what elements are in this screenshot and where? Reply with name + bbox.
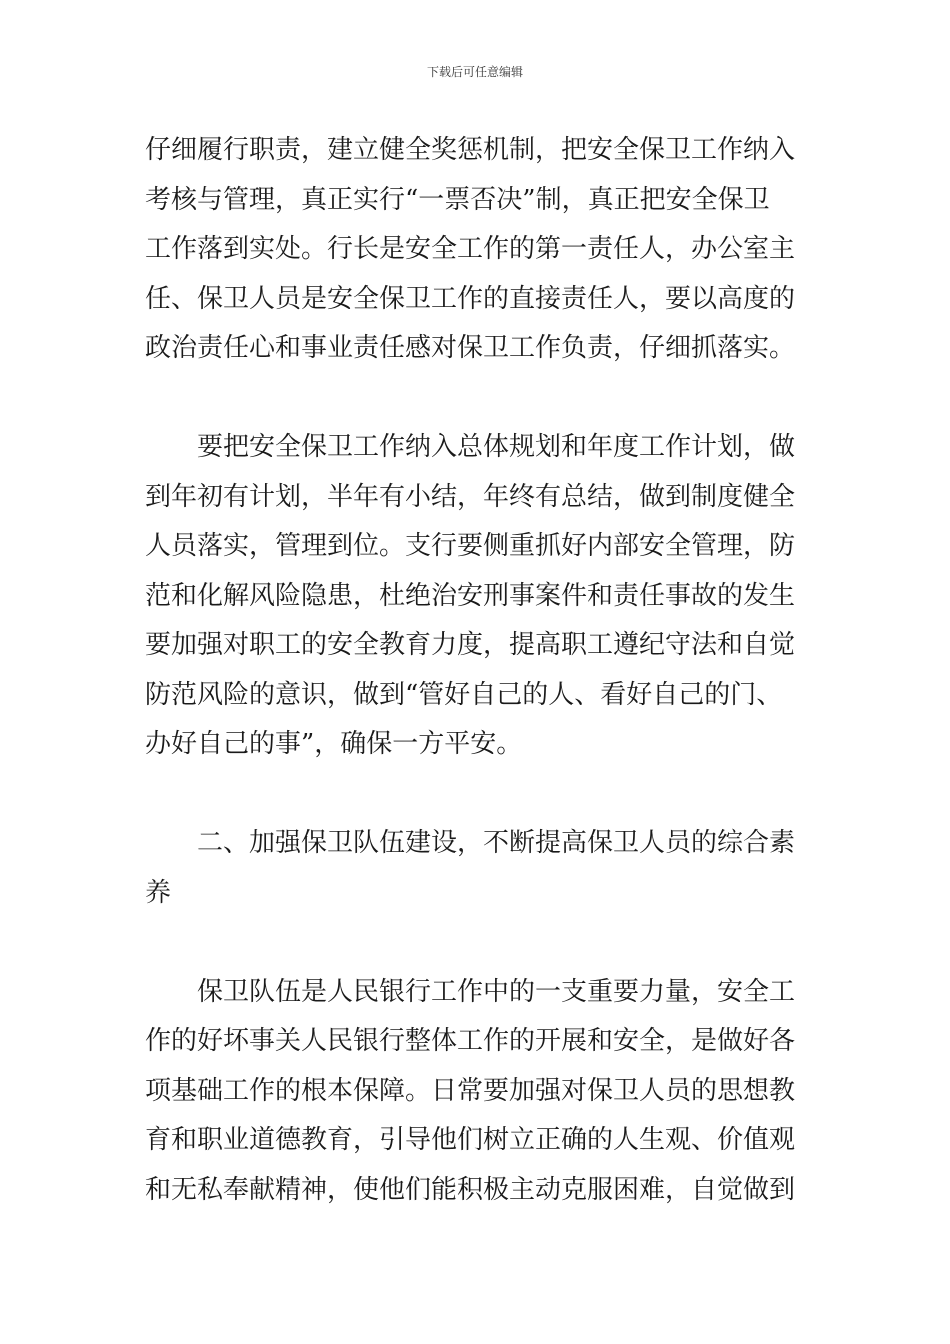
- text-line: 工作落到实处。行长是安全工作的第一责任人，办公室主: [145, 234, 796, 264]
- section-heading: [145, 819, 810, 918]
- text-line: 范和化解风险隐患，杜绝治安刑事案件和责任事故的发生: [145, 580, 796, 611]
- paragraph-2: [145, 423, 810, 770]
- text-line: 防范风险的意识，做到“管好自己的人、看好自己的门、: [145, 679, 783, 710]
- page-header: 下载后可任意编辑: [426, 65, 523, 79]
- paragraph-gap: [145, 374, 810, 424]
- text-line: 要加强对职工的安全教育力度，提高职工遵纪守法和自觉: [145, 630, 796, 660]
- document-body: [145, 126, 810, 1215]
- text-line: 仔细履行职责，建立健全奖惩机制，把安全保卫工作纳入: [145, 135, 796, 165]
- text-line: 和无私奉献精神，使他们能积极主动克服困难，自觉做到: [145, 1174, 796, 1205]
- paragraph-gap: [145, 918, 810, 968]
- paragraph-gap: [145, 770, 810, 820]
- text-line: 人员落实，管理到位。支行要侧重抓好内部安全管理，防: [145, 531, 796, 561]
- text-line: 政治责任心和事业责任感对保卫工作负责，仔细抓落实。: [145, 333, 796, 363]
- text-line: 到年初有计划，半年有小结，年终有总结，做到制度健全: [145, 481, 796, 512]
- text-line: 任、保卫人员是安全保卫工作的直接责任人，要以高度的: [145, 283, 796, 314]
- text-line: 保卫队伍是人民银行工作中的一支重要力量，安全工: [197, 976, 796, 1007]
- text-line: 考核与管理，真正实行“一票否决”制，真正把安全保卫: [145, 184, 770, 215]
- paragraph-1: [145, 126, 810, 374]
- text-line: 办好自己的事”，确保一方平安。: [145, 729, 523, 759]
- heading-line: 养: [145, 877, 172, 908]
- heading-line: 二、加强保卫队伍建设，不断提高保卫人员的综合素: [197, 828, 796, 858]
- text-line: 育和职业道德教育，引导他们树立正确的人生观、价值观: [145, 1125, 796, 1155]
- paragraph-3: [145, 968, 810, 1216]
- text-line: 项基础工作的根本保障。日常要加强对保卫人员的思想教: [145, 1075, 796, 1106]
- text-line: 要把安全保卫工作纳入总体规划和年度工作计划，做: [197, 432, 796, 462]
- text-line: 作的好坏事关人民银行整体工作的开展和安全，是做好各: [145, 1026, 796, 1056]
